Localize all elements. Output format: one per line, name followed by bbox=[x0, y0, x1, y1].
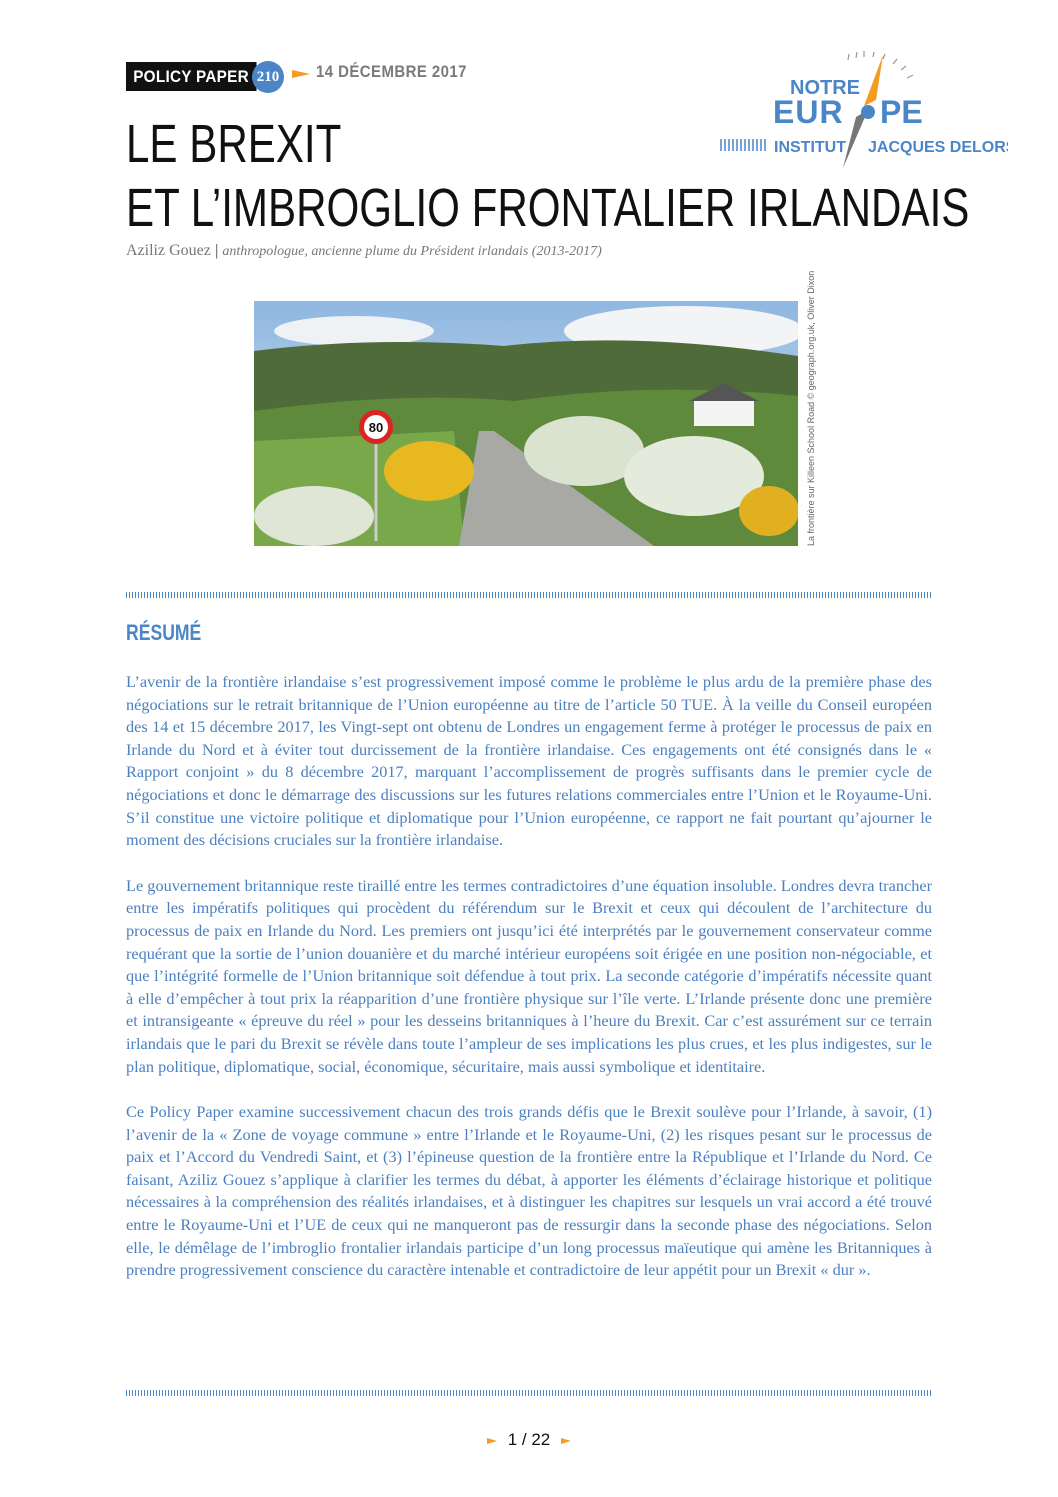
divider-bottom bbox=[126, 1390, 932, 1396]
title-line-1: LE BREXIT bbox=[126, 114, 342, 174]
author-line bbox=[126, 242, 602, 260]
policy-paper-badge: POLICY PAPER bbox=[126, 62, 256, 91]
section-heading: RÉSUMÉ bbox=[126, 620, 202, 645]
svg-text:EUR: EUR bbox=[773, 94, 844, 130]
page-title bbox=[126, 112, 969, 240]
author-name: Aziliz Gouez bbox=[126, 242, 211, 259]
photo-caption: La frontière sur Killeen School Road © geograph.org.uk, Oliver Dixon bbox=[806, 270, 816, 546]
svg-text:NOTRE: NOTRE bbox=[790, 77, 860, 99]
author-separator: | bbox=[214, 242, 219, 259]
publication-date: 14 DÉCEMBRE 2017 bbox=[316, 62, 467, 81]
paragraph: Le gouvernement britannique reste tiraillé entre les termes contradictoires d’une équation insoluble. Londres devra trancher entre les impératifs politiques qui procèdent du référendum sur le Brexit et ceux qui découlent de l’architecture du processus de paix en Irlande du Nord. Les premiers ont jusqu’ici été interprétés par le gouvernement conservateur comme requérant que la sortie de l’union douanière et du marché intérieur européens soit érigée en une position non-négociable, et que l’intégrité formelle de l’Union britannique soit défendue à tout prix. La seconde catégorie d’impératifs nécessite quant à elle d’empêcher à tout prix la réapparition d’une frontière physique sur l’île verte. L’Irlande présente donc une première et intransigeante « épreuve du réel » pour les desseins britanniques à l’heure du Brexit. Car c’est assurément sur ce terrain irlandais que le pari du Brexit se révèle dans toute l’ampleur de ses implications les plus crues, et les plus indigestes, sur le plan politique, diplomatique, social, économique, sécuritaire, mais aussi symbolique et identitaire. bbox=[126, 875, 932, 1076]
paragraph: Ce Policy Paper examine successivement chacun des trois grands défis que le Brexit soulève pour l’Irlande, à savoir, (1) l’avenir de la « Zone de voyage commune » entre l’Irlande et le Royaume-Uni, (2) les risques pesant sur le processus de paix et l’Accord du Vendredi Saint, et (3) l’épineuse question de la frontière entre la République et l’Irlande du Nord. Ce faisant, Aziliz Gouez s’applique à clarifier les termes du débat, à apporter les éléments d’éclairage historique et politique nécessaires à la compréhension des réalités irlandaises, et à distinguer les chapitres sur lesquels un vrai accord a été trouvé entre le Royaume-Uni et l’UE de ceux qui ne manqueront pas de ressurgir dans la seconde phase des négociations. Selon elle, le démêlage de l’imbroglio frontalier irlandais participe d’un long processus maïeutique qui amène les Britanniques à prendre progressivement conscience du caractère intenable et contradictoire de leur appétit pour un Brexit « dur ». bbox=[126, 1102, 932, 1280]
svg-text:80: 80 bbox=[368, 420, 384, 435]
author-role: anthropologue, ancienne plume du Président irlandais (2013-2017) bbox=[222, 244, 602, 259]
arrow-icon bbox=[292, 70, 310, 78]
issue-number: 210 bbox=[252, 61, 284, 93]
arrow-right-icon bbox=[487, 1438, 497, 1444]
page-number: 1 / 22 bbox=[507, 1430, 551, 1449]
svg-text:PE: PE bbox=[880, 94, 923, 130]
paragraph: L’avenir de la frontière irlandaise s’est progressivement imposé comme le problème le plus ardu de la première phase des négociations sur le retrait britannique de l’Union européenne au titre de l’article 50 TUE. À la veille du Conseil européen des 14 et 15 décembre 2017, les Vingt-sept ont obtenu de Londres un engagement ferme à protéger le processus de paix en Irlande du Nord et à éviter tout durcissement de la frontière irlandaise. Ces engagements ont été consignés dans le « Rapport conjoint » du 8 décembre 2017, marquant l’accomplissement de progrès suffisants dans le premier cycle de négociations et donc le démarrage des discussions sur les futures relations commerciales entre l’Union et le Royaume-Uni. S’il constitue une victoire politique et diplomatique pour l’Union européenne, ce rapport ne fait pourtant qu’ajourner le moment des décisions cruciales sur la frontière irlandaise. bbox=[126, 672, 932, 850]
divider-top bbox=[126, 592, 932, 598]
cover-photo bbox=[254, 301, 798, 546]
summary-body bbox=[126, 671, 932, 1305]
svg-text:JACQUES DELORS: JACQUES DELORS bbox=[868, 139, 1008, 156]
svg-text:INSTITUT: INSTITUT bbox=[774, 139, 846, 156]
arrow-right-icon bbox=[561, 1438, 571, 1444]
page-footer bbox=[0, 1430, 1058, 1450]
title-line-2: ET L’IMBROGLIO FRONTALIER IRLANDAIS bbox=[126, 178, 970, 238]
